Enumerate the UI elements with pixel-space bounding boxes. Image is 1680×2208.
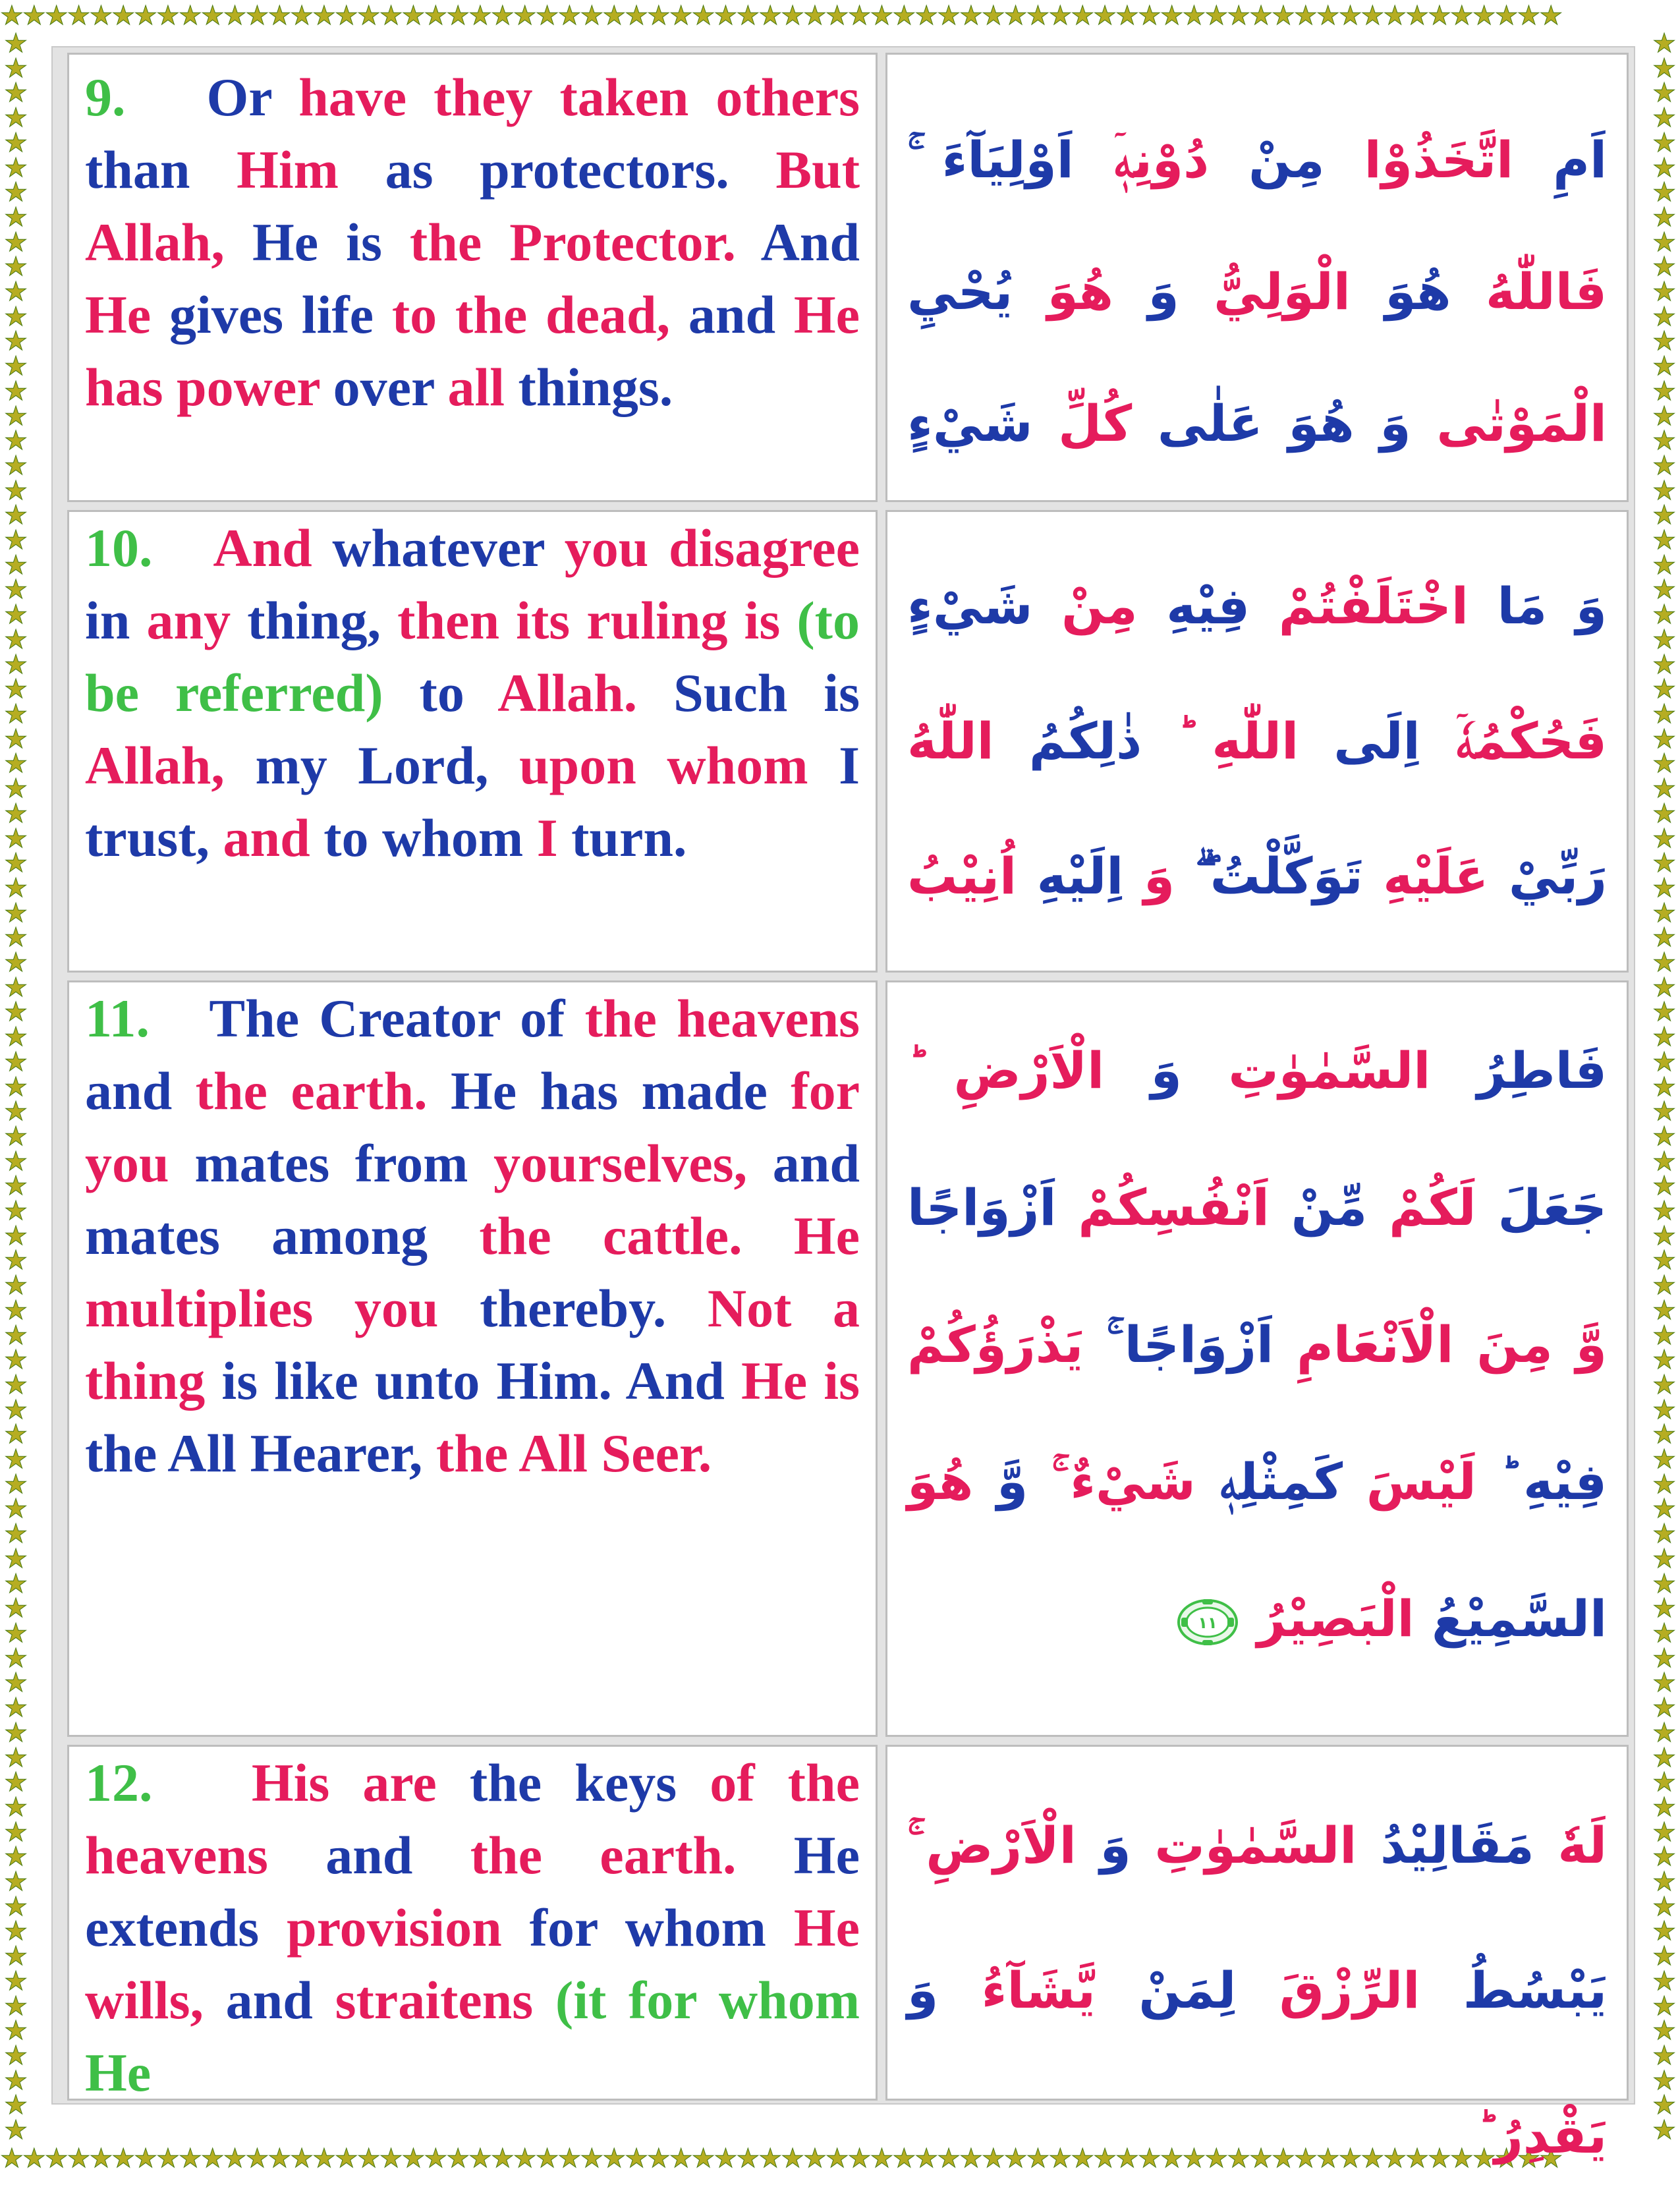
english-text-segment: He has made xyxy=(451,1061,791,1121)
english-text-segment: turn. xyxy=(571,808,687,868)
english-verse-12 xyxy=(69,1747,876,2109)
arabic-text-segment: كَمِثْلِهٖ xyxy=(1195,1452,1343,1511)
english-text-segment: and xyxy=(225,1970,335,2030)
arabic-cell-12 xyxy=(885,1745,1629,2165)
english-text-segment: thing, xyxy=(247,590,398,650)
english-cell-11 xyxy=(67,980,878,1737)
arabic-verse-11 xyxy=(887,982,1627,1687)
english-cell-9 xyxy=(67,53,878,502)
arabic-text-segment: وَ هُوَ xyxy=(1262,394,1411,453)
english-text-segment: then its ruling is xyxy=(397,590,797,650)
english-text-segment: the All Seer. xyxy=(435,1423,712,1483)
arabic-text-segment: فَحُكْمُهٗۤ xyxy=(1420,712,1608,770)
english-cell-10 xyxy=(67,510,878,973)
arabic-text-segment: دُوْنِهٖۤ xyxy=(1073,130,1210,189)
english-text-segment: the Protector. xyxy=(409,212,761,272)
english-text-segment: the heavens xyxy=(584,988,860,1048)
arabic-text-segment: فَاللّٰهُ xyxy=(1451,262,1607,321)
arabic-text-segment: السَّمٰوٰتِ xyxy=(1131,1816,1357,1875)
arabic-text-segment: شَيْءٍ xyxy=(907,394,1033,453)
arabic-text-segment: لَيْسَ xyxy=(1343,1452,1476,1511)
arabic-text-segment: يَبْسُطُ xyxy=(1420,1961,1607,2020)
english-text-segment: (to be referred) xyxy=(85,590,860,723)
english-text-segment: for whom xyxy=(529,1898,794,1958)
ayah-number: ١١ xyxy=(1198,1614,1218,1632)
arabic-verse-12 xyxy=(887,1747,1627,2208)
english-verse-11 xyxy=(69,982,876,1490)
arabic-text-segment: وَ xyxy=(1113,262,1179,321)
english-text-segment: Such is xyxy=(673,663,860,723)
arabic-text-segment: شَيْءٍ xyxy=(907,577,1033,635)
english-text-segment: And xyxy=(760,212,860,272)
arabic-cell-11 xyxy=(885,980,1629,1737)
arabic-text-segment: الرِّزْقَ xyxy=(1236,1961,1420,2020)
english-text-segment: I trust, xyxy=(85,735,860,868)
arabic-text-segment: جَعَلَ xyxy=(1476,1178,1608,1237)
arabic-text-segment: اَوْلِيَآءَ ۚ xyxy=(907,130,1074,189)
verse-number: 10. xyxy=(85,518,213,578)
arabic-text-segment: هُوَ xyxy=(1013,262,1113,321)
arabic-text-segment: شَيْءٌ ۚ xyxy=(1028,1452,1196,1511)
english-text-segment: whatever xyxy=(332,518,565,578)
arabic-text-segment: السَّمٰوٰتِ xyxy=(1181,1041,1431,1100)
english-text-segment: you xyxy=(354,1278,480,1338)
arabic-text-segment: كُلِّ xyxy=(1032,394,1133,453)
arabic-text-segment: وَ مَا xyxy=(1468,577,1607,635)
english-text-segment: Allah. xyxy=(497,663,674,723)
english-text-segment: Him xyxy=(237,140,385,200)
english-text-segment: (it for whom He xyxy=(85,1970,860,2103)
english-text-segment: to xyxy=(419,663,498,723)
arabic-text-segment: فَاطِرُ xyxy=(1430,1041,1608,1100)
ayah-end-marker-icon xyxy=(1176,1598,1239,1647)
english-text-segment: gives life xyxy=(169,285,392,345)
arabic-text-segment: عَلَيْهِ xyxy=(1362,847,1489,905)
arabic-text-segment: لَهٗ xyxy=(1534,1816,1608,1875)
arabic-text-segment: عَلٰى xyxy=(1132,394,1263,453)
arabic-text-segment: وَّ مِنَ xyxy=(1453,1315,1607,1374)
star-border-left: ★ ★ ★ ★ ★ ★ ★ ★ ★ ★ ★ ★ ★ ★ ★ ★ ★ ★ ★ ★ ★ ★ ★ ★ ★ ★ ★ ★ ★ ★ ★ ★ ★ ★ ★ ★ ★ ★ ★ ★ ★ ★ ★ ★ ★ ★ ★ ★ ★ ★ ★ ★ ★ ★ ★ ★ ★ ★ ★ ★ ★ ★ ★ ★ ★ ★ ★ ★ ★ ★ ★ ★ ★ ★ ★ ★ ★ ★ ★ ★ ★ ★ ★ ★ ★ xyxy=(4,28,28,2146)
arabic-text-segment: الْوَلِيُّ xyxy=(1179,262,1351,321)
arabic-text-segment: الْاَرْضِ ؕ xyxy=(907,1041,1105,1100)
english-text-segment: things. xyxy=(518,357,673,417)
arabic-text-segment: هُوَ xyxy=(1350,262,1451,321)
arabic-text-segment: اِلَيْهِ xyxy=(1017,847,1124,905)
english-text-segment: the keys xyxy=(469,1753,710,1813)
english-text-segment: provision xyxy=(287,1898,530,1958)
star-border-bottom: ★★★★★★★★★★★★★★★★★★★★★★★★★★★★★★★★★★★★★★★★★★★★★★★★★★★★★★★★★★★★★★★★★★★★★★ xyxy=(0,2143,1562,2174)
arabic-text-segment: الْاَنْعَامِ xyxy=(1274,1315,1454,1374)
arabic-text-segment: وَ xyxy=(907,1961,939,2020)
arabic-text-segment: لِمَنْ xyxy=(1095,1961,1237,2020)
arabic-text-segment: اللّٰهُ xyxy=(907,712,994,770)
english-text-segment: thereby. xyxy=(480,1278,708,1338)
english-text-segment: of the heavens xyxy=(85,1753,860,1885)
arabic-text-segment: وَ xyxy=(1104,1041,1182,1100)
english-text-segment: straitens xyxy=(335,1970,555,2030)
english-text-segment: to the dead, xyxy=(391,285,688,345)
arabic-text-segment: مَقَالِيْدُ xyxy=(1357,1816,1534,1875)
verse-number: 9. xyxy=(85,67,207,127)
arabic-text-segment: اللّٰهِ ؕ xyxy=(1142,712,1299,770)
arabic-text-segment: يَذْرَؤُكُمْ xyxy=(907,1315,1084,1374)
english-text-segment: and xyxy=(223,808,324,868)
arabic-text-segment: فِيْهِ ؕ xyxy=(1476,1452,1608,1511)
english-text-segment: any xyxy=(146,590,248,650)
english-text-segment: wills, xyxy=(85,1970,226,2030)
arabic-text-segment: يَقْدِرُ ؕ xyxy=(1476,2106,1607,2165)
english-text-segment: He xyxy=(85,285,169,345)
english-text-segment: the earth. xyxy=(470,1825,794,1885)
english-text-segment: to whom xyxy=(323,808,537,868)
arabic-text-segment: اُنِيْبُ xyxy=(907,847,1017,905)
english-text-segment: Or xyxy=(206,67,299,127)
english-text-segment: for you xyxy=(85,1061,860,1193)
arabic-text-segment: يُحْيِ xyxy=(907,262,1013,321)
english-verse-9 xyxy=(69,55,876,424)
english-cell-12 xyxy=(67,1745,878,2101)
english-text-segment: have they taken others xyxy=(298,67,860,127)
arabic-text-segment: وَ xyxy=(1123,847,1175,905)
english-text-segment: He is xyxy=(741,1351,860,1411)
arabic-text-segment: الْاَرْضِ ۚ xyxy=(907,1816,1077,1875)
english-text-segment: He xyxy=(793,1898,860,1958)
english-text-segment: He multiplies xyxy=(85,1206,860,1338)
arabic-text-segment: مِنْ xyxy=(1032,577,1138,635)
arabic-text-segment: رَبِّيْ xyxy=(1488,847,1607,905)
arabic-text-segment: اخْتَلَفْتُمْ xyxy=(1250,577,1469,635)
english-text-segment: Allah, xyxy=(85,735,256,795)
english-text-segment: Not a thing xyxy=(85,1278,860,1411)
english-text-segment: the earth. xyxy=(195,1061,451,1121)
english-text-segment: in xyxy=(85,590,147,650)
verse-table xyxy=(51,46,1635,2165)
arabic-text-segment: مِنْ xyxy=(1209,130,1325,189)
arabic-text-segment: السَّمِيْعُ xyxy=(1414,1589,1607,1648)
english-text-segment: all xyxy=(447,357,518,417)
arabic-text-segment: اتَّخَذُوْا xyxy=(1324,130,1514,189)
arabic-text-segment: اِلَى xyxy=(1299,712,1420,770)
english-verse-10 xyxy=(69,512,876,874)
english-text-segment: But Allah, xyxy=(85,140,860,272)
arabic-text-segment: هُوَ xyxy=(907,1452,974,1511)
english-text-segment: of xyxy=(520,988,585,1048)
english-text-segment: my Lord, xyxy=(255,735,520,795)
star-border-top: ★★★★★★★★★★★★★★★★★★★★★★★★★★★★★★★★★★★★★★★★★★★★★★★★★★★★★★★★★★★★★★★★★★★★★★ xyxy=(0,1,1562,31)
star-border-right: ★ ★ ★ ★ ★ ★ ★ ★ ★ ★ ★ ★ ★ ★ ★ ★ ★ ★ ★ ★ ★ ★ ★ ★ ★ ★ ★ ★ ★ ★ ★ ★ ★ ★ ★ ★ ★ ★ ★ ★ ★ ★ ★ ★ ★ ★ ★ ★ ★ ★ ★ ★ ★ ★ ★ ★ ★ ★ ★ ★ ★ ★ ★ ★ ★ ★ ★ ★ ★ ★ ★ ★ ★ ★ ★ ★ ★ ★ ★ ★ ★ ★ ★ ★ ★ xyxy=(1652,28,1676,2146)
english-text-segment: over xyxy=(333,357,448,417)
arabic-text-segment: اَزْوَاجًا ۚ xyxy=(1083,1315,1274,1374)
english-text-segment: and xyxy=(325,1825,470,1885)
english-text-segment: yourselves, xyxy=(493,1133,773,1193)
english-text-segment: mates from xyxy=(194,1133,494,1193)
english-text-segment: as protectors. xyxy=(385,140,776,200)
arabic-text-segment: فِيْهِ xyxy=(1137,577,1250,635)
english-text-segment: than xyxy=(85,140,237,200)
english-text-segment: upon whom xyxy=(519,735,839,795)
english-text-segment: He is xyxy=(252,212,410,272)
english-text-segment: is like unto Him. And xyxy=(221,1351,742,1411)
english-text-segment: His are xyxy=(251,1753,470,1813)
arabic-cell-9 xyxy=(885,53,1629,502)
english-text-segment: And xyxy=(213,518,333,578)
english-text-segment: He extends xyxy=(85,1825,860,1958)
english-text-segment: you disagree xyxy=(564,518,860,578)
arabic-text-segment: ذٰلِكُمُ xyxy=(994,712,1142,770)
english-text-segment: the All Hearer, xyxy=(85,1423,436,1483)
english-text-segment: and xyxy=(85,1061,196,1121)
verse-number: 12. xyxy=(85,1753,252,1813)
verse-number: 11. xyxy=(85,988,210,1048)
english-text-segment: He has power xyxy=(85,285,860,417)
arabic-text-segment: اَنْفُسِكُمْ xyxy=(1056,1178,1270,1237)
arabic-text-segment: الْبَصِيْرُ xyxy=(1239,1589,1414,1648)
english-text-segment: I xyxy=(536,808,572,868)
arabic-text-segment: لَكُمْ xyxy=(1367,1178,1476,1237)
arabic-text-segment: وَّ xyxy=(973,1452,1028,1511)
arabic-text-segment: وَ xyxy=(1076,1816,1131,1875)
english-text-segment: the cattle. xyxy=(479,1206,794,1266)
arabic-text-segment: يَّشَآءُ xyxy=(938,1961,1096,2020)
arabic-text-segment: اَمِ xyxy=(1513,130,1607,189)
arabic-cell-10 xyxy=(885,510,1629,973)
english-text-segment: The Creator xyxy=(209,988,520,1048)
arabic-text-segment: اَزْوَاجًا xyxy=(907,1178,1057,1237)
english-text-segment: and xyxy=(688,285,794,345)
english-text-segment: and mates among xyxy=(85,1133,860,1266)
arabic-text-segment: مِّنْ xyxy=(1269,1178,1368,1237)
arabic-text-segment: تَوَكَّلْتُ ۖۗ xyxy=(1175,847,1363,905)
arabic-text-segment: الْمَوْتٰى xyxy=(1411,394,1607,453)
